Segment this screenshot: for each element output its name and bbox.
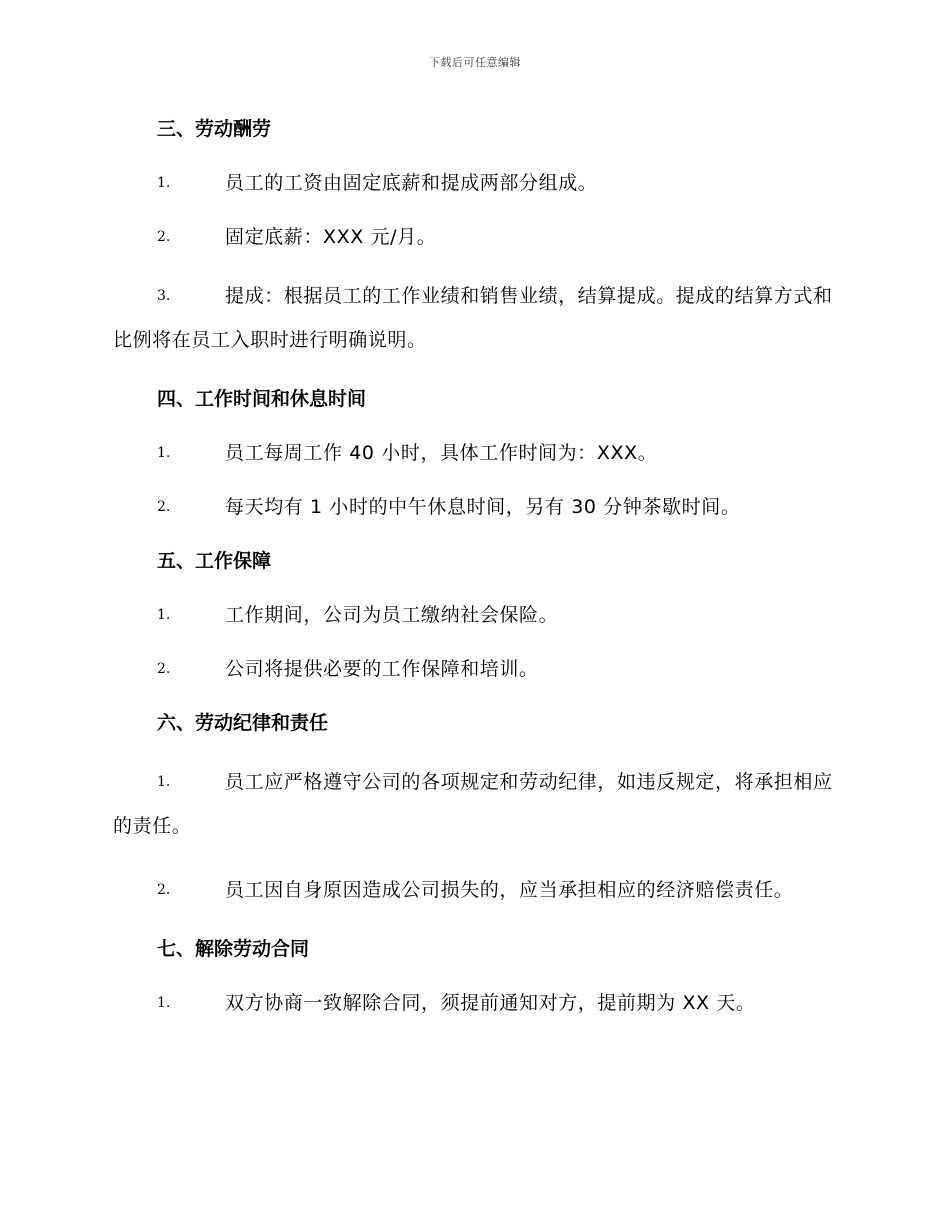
- item-number: 2.: [157, 661, 171, 677]
- item-text: 员工因自身原因造成公司损失的，应当承担相应的经济赔偿责任。: [225, 879, 794, 901]
- item-number: 2.: [157, 229, 171, 245]
- section-heading: 六、劳动纪律和责任: [157, 712, 329, 734]
- list-item: [113, 274, 838, 362]
- list-item: [113, 220, 838, 254]
- item-text: 固定底薪：XXX 元/月。: [225, 226, 437, 248]
- item-number: 2.: [157, 499, 171, 515]
- document-body: [113, 112, 838, 1020]
- item-number: 1.: [157, 175, 171, 191]
- item-number: 1.: [157, 607, 171, 623]
- list-item: [113, 490, 838, 524]
- item-number: 1.: [157, 774, 171, 790]
- list-item: [113, 166, 838, 200]
- item-text: 双方协商一致解除合同，须提前通知对方，提前期为 XX 天。: [225, 992, 756, 1014]
- item-text: 每天均有 1 小时的中午休息时间，另有 30 分钟茶歇时间。: [225, 496, 741, 518]
- section-heading: 七、解除劳动合同: [157, 938, 310, 960]
- list-item: [113, 598, 838, 632]
- item-number: 3.: [157, 288, 171, 304]
- item-number: 1.: [157, 445, 171, 461]
- item-text: 工作期间，公司为员工缴纳社会保险。: [225, 604, 559, 626]
- item-text: 提成：根据员工的工作业绩和销售业绩，结算提成。提成的结算方式和比例将在员工入职时进行明确说明。: [113, 285, 833, 351]
- item-text: 公司将提供必要的工作保障和培训。: [225, 658, 539, 680]
- header-note: 下载后可任意编辑: [429, 56, 521, 69]
- list-item: [113, 652, 838, 686]
- item-number: 1.: [157, 995, 171, 1011]
- list-item: [113, 436, 838, 470]
- item-text: 员工每周工作 40 小时，具体工作时间为：XXX。: [225, 442, 658, 464]
- list-item: [113, 760, 838, 848]
- list-item: [113, 868, 838, 912]
- item-text: 员工的工资由固定底薪和提成两部分组成。: [225, 172, 598, 194]
- section-heading: 五、工作保障: [157, 550, 272, 572]
- section-heading: 四、工作时间和休息时间: [157, 388, 367, 410]
- item-number: 2.: [157, 882, 171, 898]
- list-item: [113, 986, 838, 1020]
- section-heading: 三、劳动酬劳: [157, 118, 272, 140]
- item-text: 员工应严格遵守公司的各项规定和劳动纪律，如违反规定，将承担相应的责任。: [113, 771, 833, 837]
